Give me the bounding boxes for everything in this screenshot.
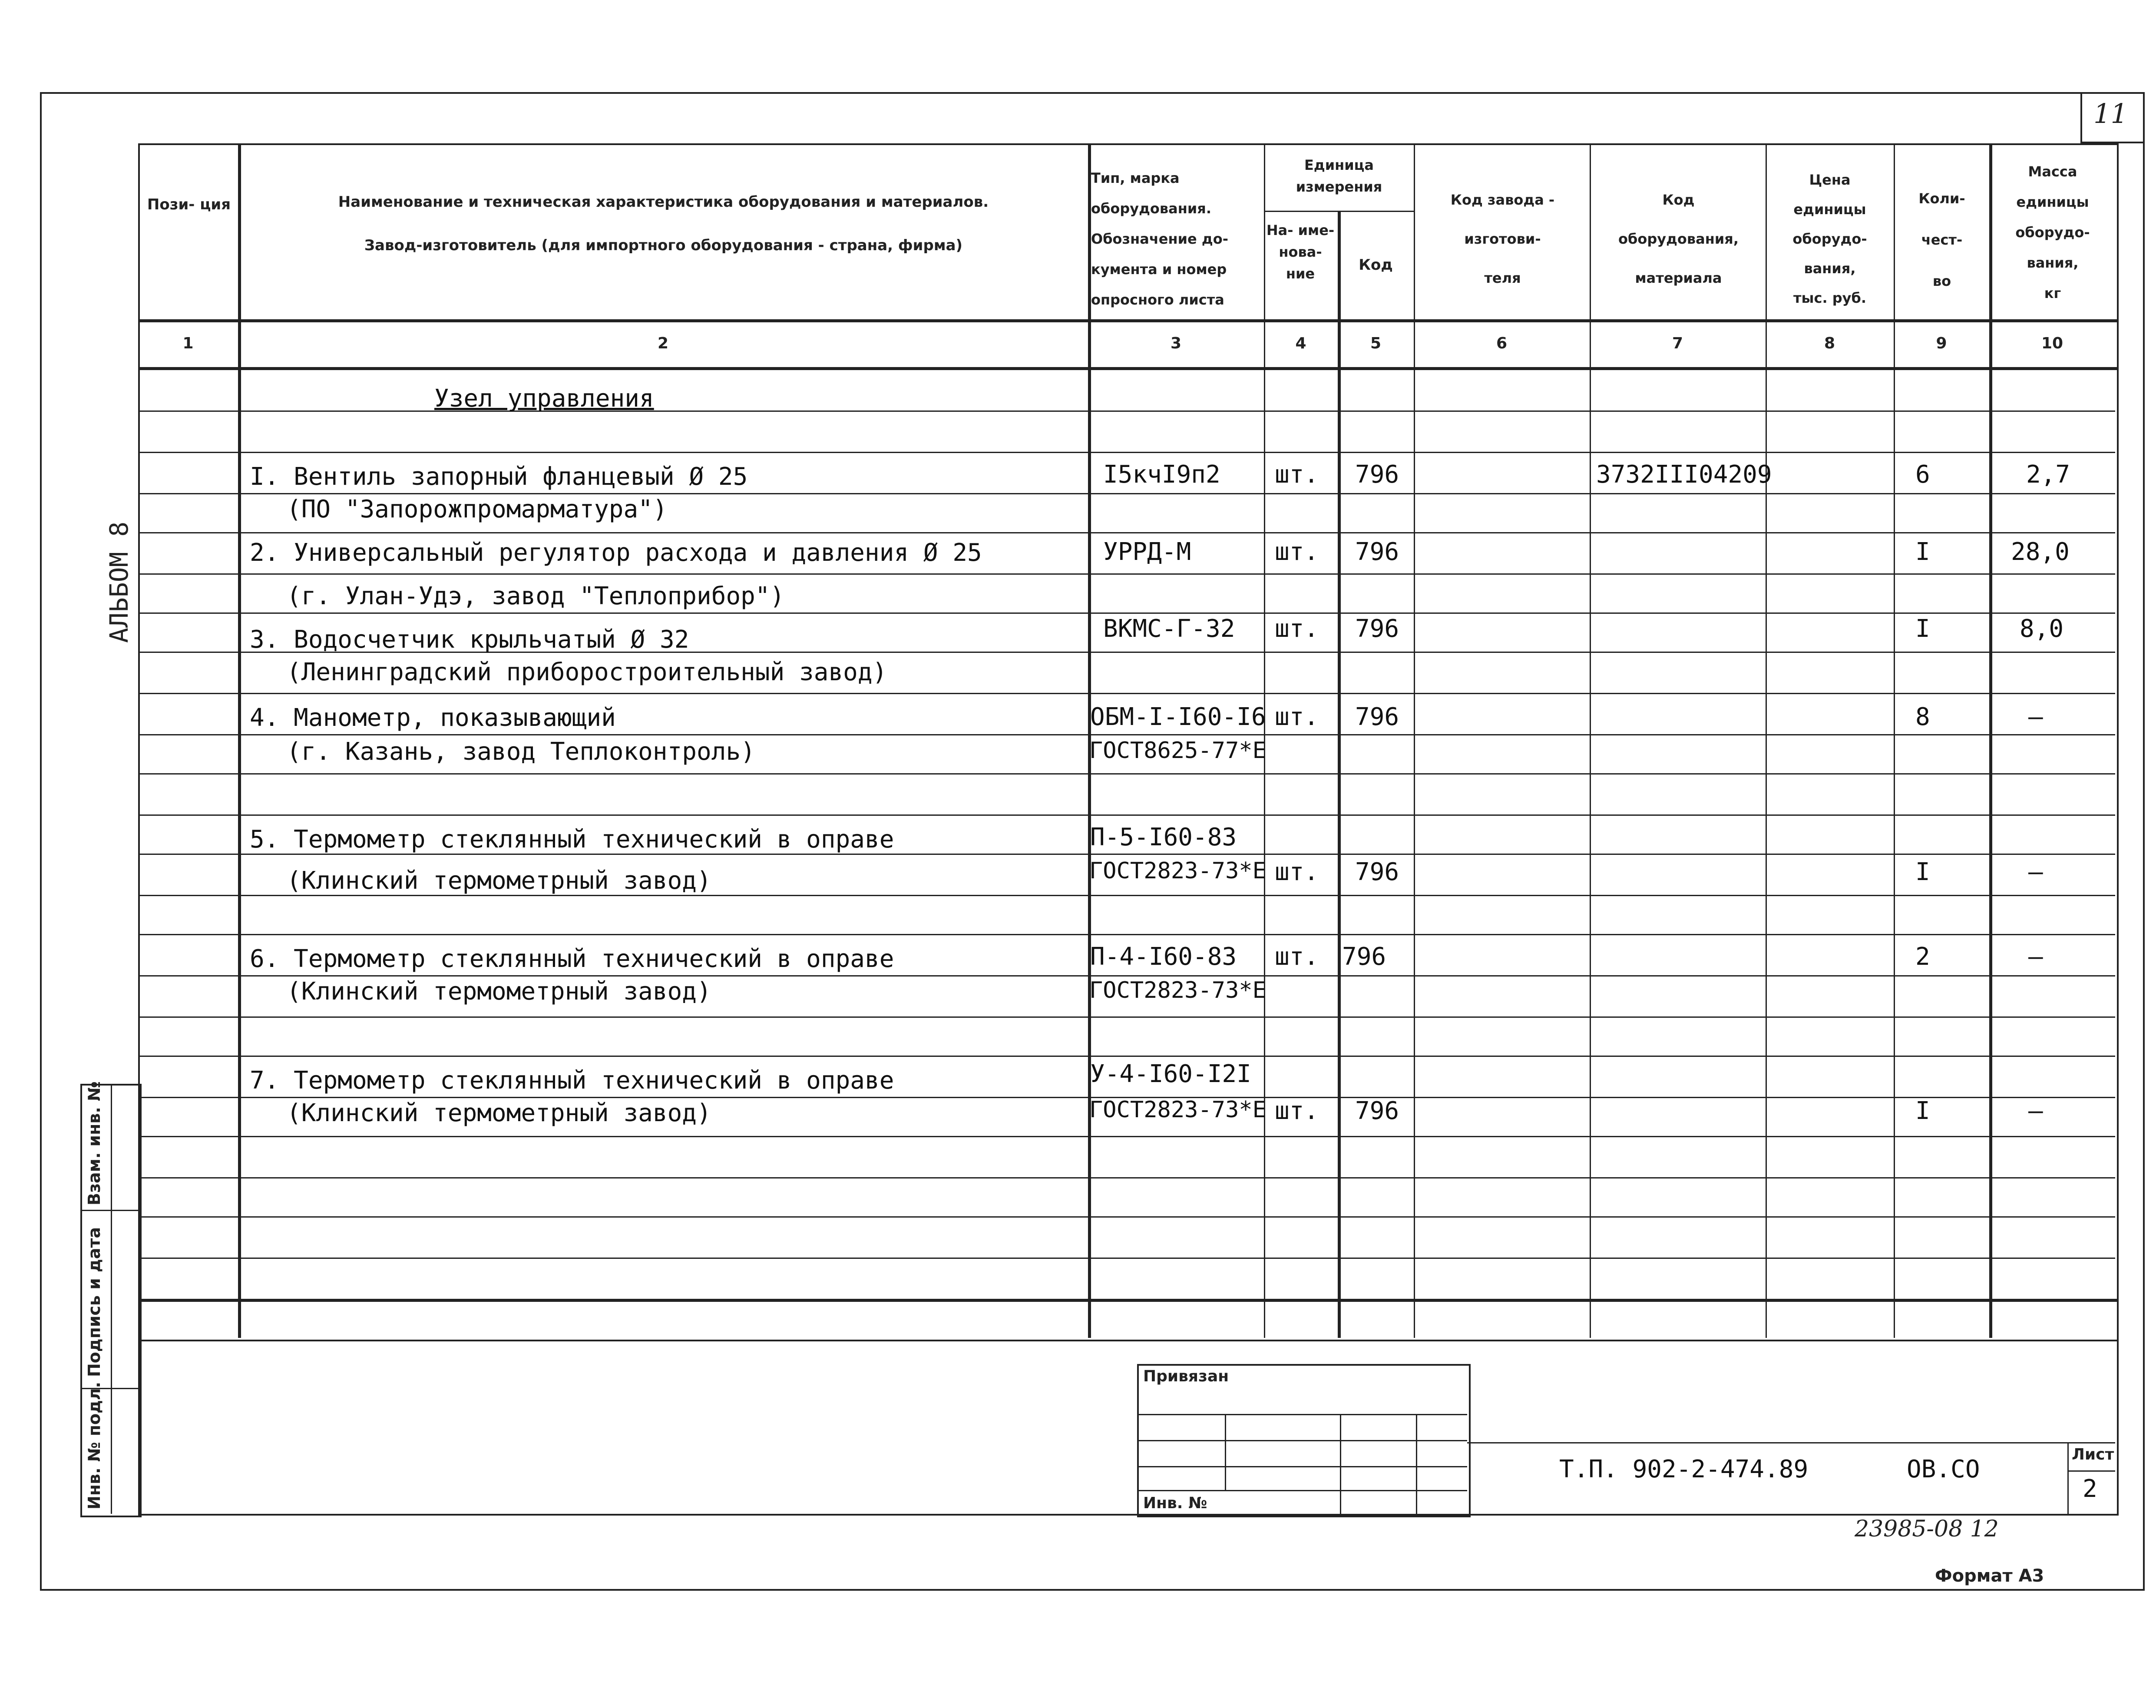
item-5-unit: шт. bbox=[1275, 858, 1319, 886]
header-equipment-code bbox=[1593, 180, 1764, 298]
row-line bbox=[138, 1016, 2115, 1018]
album-label: АЛЬБОМ 8 bbox=[104, 521, 134, 643]
row-line bbox=[138, 1258, 2115, 1259]
header-type-l3: Обозначение до- bbox=[1091, 231, 1228, 247]
item-1-maker: (ПО "Запорожпромарматура") bbox=[287, 495, 668, 523]
col-line-9 bbox=[1989, 143, 1992, 1338]
item-2-type: УРРД-М bbox=[1103, 538, 1191, 566]
item-7-qty: I bbox=[1915, 1097, 1930, 1125]
item-6-code: 796 bbox=[1342, 943, 1386, 971]
colnum-4: 4 bbox=[1295, 334, 1306, 352]
bound-vline bbox=[1416, 1414, 1417, 1514]
item-1-name: I. Вентиль запорный фланцевый Ø 25 bbox=[250, 463, 748, 491]
header-bottom-line bbox=[138, 319, 2117, 322]
item-1-type: I5кчI9п2 bbox=[1103, 460, 1220, 489]
item-1-material-code: 3732III04209 bbox=[1596, 460, 1772, 489]
row-line bbox=[138, 452, 2115, 453]
item-5-code: 796 bbox=[1355, 858, 1399, 886]
header-mass-l4: вания, bbox=[2027, 255, 2079, 271]
header-quantity bbox=[1896, 178, 1988, 302]
title-block bbox=[138, 1338, 2119, 1516]
item-3-unit: шт. bbox=[1275, 615, 1319, 643]
side-stamp-divider bbox=[111, 1084, 112, 1514]
colnum-10: 10 bbox=[2041, 334, 2063, 352]
item-2-mass: 28,0 bbox=[2011, 538, 2070, 566]
header-price-l3: оборудо- bbox=[1792, 231, 1867, 247]
sheet-label: Лист bbox=[2072, 1446, 2114, 1463]
colnum-5: 5 bbox=[1370, 334, 1382, 352]
sheet-box-line bbox=[2067, 1442, 2069, 1514]
bound-line bbox=[1137, 1490, 1467, 1491]
col-line-8 bbox=[1894, 143, 1895, 1338]
item-6-mass: – bbox=[2028, 943, 2043, 971]
col-line-7 bbox=[1766, 143, 1767, 1338]
item-7-standard: ГОСТ2823-73*Е bbox=[1089, 1097, 1266, 1123]
header-qty-l2: чест- bbox=[1921, 232, 1963, 248]
item-5-maker: (Клинский термометрный завод) bbox=[287, 867, 711, 895]
header-name-line1: Наименование и техническая характеристика оборудования и материалов. bbox=[338, 193, 989, 211]
item-2-name: 2. Универсальный регулятор расхода и давления Ø 25 bbox=[250, 539, 982, 567]
archive-number: 23985-08 12 bbox=[1855, 1516, 1999, 1542]
row-line bbox=[138, 1216, 2115, 1218]
col-line-5 bbox=[1414, 143, 1415, 1338]
item-3-qty: I bbox=[1915, 615, 1930, 643]
item-2-maker: (г. Улан-Удэ, завод "Теплоприбор") bbox=[287, 582, 785, 610]
item-2-code: 796 bbox=[1355, 538, 1399, 566]
colnum-7: 7 bbox=[1672, 334, 1683, 352]
header-price bbox=[1767, 165, 1893, 313]
header-name-line2: Завод-изготовитель (для импортного оборудования - страна, фирма) bbox=[364, 237, 963, 254]
colnum-9: 9 bbox=[1936, 334, 1947, 352]
page-number-handwritten: 11 bbox=[2093, 98, 2128, 129]
item-3-maker: (Ленинградский приборостроительный завод) bbox=[287, 658, 887, 686]
header-unit-name: На- име- нова- ние bbox=[1266, 222, 1335, 282]
item-1-qty: 6 bbox=[1915, 460, 1930, 489]
row-line bbox=[138, 493, 2115, 494]
item-5-name: 5. Термометр стеклянный технический в оправе bbox=[250, 825, 894, 854]
header-factory-l3: теля bbox=[1484, 270, 1521, 286]
item-1-mass: 2,7 bbox=[2026, 460, 2070, 489]
item-7-mass: – bbox=[2028, 1097, 2043, 1125]
item-3-mass: 8,0 bbox=[2020, 615, 2064, 643]
row-line bbox=[138, 895, 2115, 896]
row-line bbox=[138, 975, 2115, 976]
document-code: Т.П. 902-2-474.89 bbox=[1559, 1455, 1809, 1483]
body-bottom-line bbox=[138, 1299, 2117, 1302]
header-unit-group: Единица измерения bbox=[1296, 157, 1382, 195]
unit-group-line bbox=[1264, 211, 1414, 212]
colnum-bottom-line bbox=[138, 367, 2117, 370]
side-stamp-replace-inv: Взам. инв. № bbox=[85, 1081, 104, 1205]
colnum-2: 2 bbox=[657, 334, 669, 352]
item-6-maker: (Клинский термометрный завод) bbox=[287, 977, 711, 1006]
row-line bbox=[138, 532, 2115, 533]
row-line bbox=[138, 773, 2115, 775]
bound-vline bbox=[1340, 1414, 1341, 1514]
header-mass-l5: кг bbox=[2044, 285, 2061, 301]
header-type-l5: опросного листа bbox=[1091, 291, 1224, 308]
header-factory-code bbox=[1417, 180, 1588, 298]
item-6-qty: 2 bbox=[1915, 943, 1930, 971]
item-2-unit: шт. bbox=[1275, 538, 1319, 566]
item-4-name: 4. Манометр, показывающий bbox=[250, 704, 616, 732]
side-stamp-line bbox=[80, 1210, 138, 1211]
bound-label: Привязан bbox=[1143, 1367, 1229, 1385]
colnum-1: 1 bbox=[182, 334, 194, 352]
row-line bbox=[138, 814, 2115, 816]
item-7-maker: (Клинский термометрный завод) bbox=[287, 1099, 711, 1127]
row-line bbox=[138, 854, 2115, 855]
row-line bbox=[138, 934, 2115, 935]
col-line-6 bbox=[1590, 143, 1591, 1338]
row-line bbox=[138, 573, 2115, 575]
header-price-l2: единицы bbox=[1793, 201, 1866, 218]
item-3-type: ВКМС-Г-32 bbox=[1103, 615, 1235, 643]
header-type-l1: Тип, марка bbox=[1091, 170, 1180, 186]
item-3-name: 3. Водосчетчик крыльчатый Ø 32 bbox=[250, 626, 689, 654]
header-position-text: Пози- ция bbox=[147, 196, 231, 213]
item-4-unit: шт. bbox=[1275, 703, 1319, 731]
item-5-mass: – bbox=[2028, 858, 2043, 886]
header-mass-l2: единицы bbox=[2016, 194, 2089, 210]
document-section: ОВ.СО bbox=[1907, 1455, 1980, 1483]
item-7-name: 7. Термометр стеклянный технический в оправе bbox=[250, 1066, 894, 1095]
bound-line bbox=[1137, 1414, 1467, 1415]
header-price-l4: вания, bbox=[1804, 260, 1856, 277]
colnum-8: 8 bbox=[1824, 334, 1835, 352]
header-position bbox=[143, 191, 235, 218]
item-7-type: У-4-I60-I2I bbox=[1090, 1060, 1251, 1088]
row-line bbox=[138, 1056, 2115, 1057]
bound-vline bbox=[1225, 1414, 1226, 1490]
item-4-type: ОБМ-I-I60-I6 bbox=[1090, 703, 1266, 731]
inv-label: Инв. № bbox=[1143, 1494, 1207, 1512]
header-equip-l2: оборудования, bbox=[1618, 231, 1739, 247]
item-1-code: 796 bbox=[1355, 460, 1399, 489]
item-6-unit: шт. bbox=[1275, 943, 1319, 971]
side-stamp-inv-orig: Инв. № подл. bbox=[85, 1381, 104, 1509]
header-qty-l3: во bbox=[1932, 273, 1951, 289]
item-5-qty: I bbox=[1915, 858, 1930, 886]
item-6-type: П-4-I60-83 bbox=[1090, 943, 1237, 971]
header-price-l1: Цена bbox=[1809, 172, 1851, 188]
format-label: Формат А3 bbox=[1935, 1566, 2044, 1586]
bound-line bbox=[1137, 1466, 1467, 1467]
row-line bbox=[138, 734, 2115, 735]
item-2-qty: I bbox=[1915, 538, 1930, 566]
title-divider bbox=[1467, 1442, 2115, 1443]
header-equip-l1: Код bbox=[1662, 192, 1695, 208]
row-line bbox=[138, 612, 2115, 614]
row-line bbox=[138, 1177, 2115, 1178]
bound-line bbox=[1137, 1440, 1467, 1441]
header-equip-l3: материала bbox=[1635, 270, 1722, 286]
item-4-qty: 8 bbox=[1915, 703, 1930, 731]
item-5-standard: ГОСТ2823-73*Е bbox=[1089, 858, 1266, 884]
item-7-unit: шт. bbox=[1275, 1097, 1319, 1125]
header-type-l4: кумента и номер bbox=[1091, 261, 1227, 278]
row-line bbox=[138, 1136, 2115, 1137]
header-mass-l3: оборудо- bbox=[2015, 224, 2090, 241]
item-4-standard: ГОСТ8625-77*Е bbox=[1089, 738, 1266, 764]
item-4-code: 796 bbox=[1355, 703, 1399, 731]
header-mass bbox=[1992, 156, 2113, 308]
header-factory-l2: изготови- bbox=[1464, 231, 1541, 247]
item-1-unit: шт. bbox=[1275, 460, 1319, 489]
sheet-number: 2 bbox=[2083, 1475, 2097, 1503]
header-qty-l1: Коли- bbox=[1918, 190, 1965, 207]
header-type bbox=[1091, 163, 1263, 315]
header-factory-l1: Код завода - bbox=[1450, 192, 1555, 208]
item-7-code: 796 bbox=[1355, 1097, 1399, 1125]
item-4-maker: (г. Казань, завод Теплоконтроль) bbox=[287, 738, 755, 766]
header-mass-l1: Масса bbox=[2028, 163, 2077, 180]
row-line bbox=[138, 693, 2115, 694]
section-title: Узел управления bbox=[434, 384, 654, 413]
colnum-6: 6 bbox=[1496, 334, 1508, 352]
header-type-l2: оборудования. bbox=[1091, 200, 1211, 217]
header-unit-code: Код bbox=[1359, 256, 1393, 274]
colnum-3: 3 bbox=[1170, 334, 1182, 352]
col-line-1 bbox=[238, 143, 241, 1338]
item-3-code: 796 bbox=[1355, 615, 1399, 643]
item-6-name: 6. Термометр стеклянный технический в оправе bbox=[250, 945, 894, 973]
sheet-box-line bbox=[2067, 1470, 2115, 1472]
item-6-standard: ГОСТ2823-73*Е bbox=[1089, 977, 1266, 1003]
side-stamp-signature: Подпись и дата bbox=[85, 1227, 104, 1377]
item-4-mass: – bbox=[2028, 703, 2043, 731]
item-5-type: П-5-I60-83 bbox=[1090, 823, 1237, 851]
header-price-l5: тыс. руб. bbox=[1793, 290, 1866, 306]
